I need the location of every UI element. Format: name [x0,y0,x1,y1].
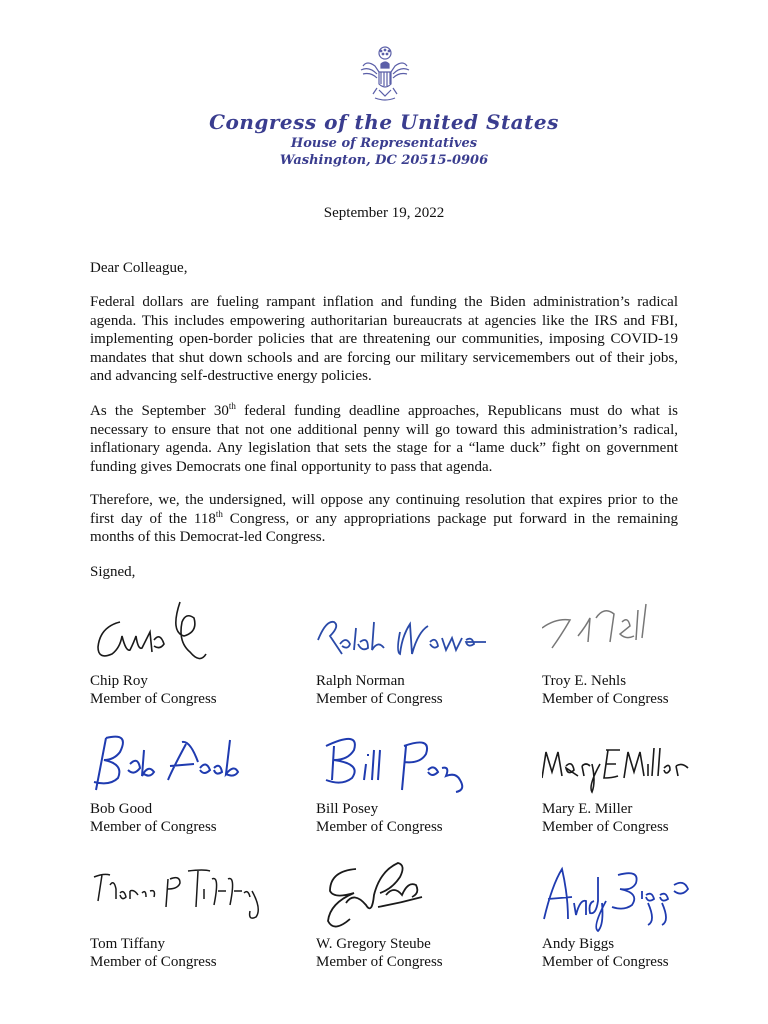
signer-title: Member of Congress [316,954,443,970]
signer-title: Member of Congress [90,954,217,970]
signer-name: Andy Biggs [542,936,615,952]
signer-block [90,592,290,708]
signer-title: Member of Congress [90,691,217,707]
salutation: Dear Colleague, [90,260,188,276]
signer-title: Member of Congress [542,691,669,707]
signer-title: Member of Congress [90,819,217,835]
paragraph-2: As the September 30th federal funding deadline approaches, Republicans must do what is necessary to ensure that not one additional penny will go toward this administration’s radical, inflationary agenda. Any legislation that sets the stage for a “lame duck” fight on government funding gives Democrats one final opportunity to pass that agenda. [90,401,678,475]
signer-name: Bill Posey [316,801,379,817]
signer-name: Mary E. Miller [542,801,633,817]
signature-image [90,592,270,672]
signer-name: Tom Tiffany [90,936,165,952]
signer-title: Member of Congress [316,819,443,835]
signer-name: Bob Good [90,801,153,817]
signer-block [316,720,516,836]
signer-block [316,592,516,708]
closing: Signed, [90,564,136,580]
signature-image [542,720,722,800]
letterhead-address: Washington, DC 20515-0906 [279,153,489,168]
paragraph-1: Federal dollars are fueling rampant inflation and funding the Biden administration’s radical agenda. This includes empowering authoritarian bureaucrats at agencies like the IRS and FBI, implementing open-border policies that are threatening our communities, imposing COVID-19 mandates that shut down schools and are forcing our military servicemembers out of their jobs, and advancing self-destructive energy policies. [90,294,678,384]
signer-block [542,592,742,708]
letterhead-subtitle: House of Representatives [290,136,478,151]
signature-image [316,855,496,935]
signer-name: Chip Roy [90,673,148,689]
letterhead-title: Congress of the United States [209,110,559,134]
signature-image [542,855,722,935]
signer-block [90,720,290,836]
signature-image [90,855,270,935]
signer-name: W. Gregory Steube [316,936,431,952]
signature-image [316,592,496,672]
signer-block [542,855,742,971]
signature-image [542,592,722,672]
signer-block [90,855,290,971]
signer-name: Ralph Norman [316,673,405,689]
signature-image [90,720,270,800]
signer-title: Member of Congress [542,954,669,970]
signer-title: Member of Congress [316,691,443,707]
signer-block [542,720,742,836]
signer-block [316,855,516,971]
signer-name: Troy E. Nehls [542,673,627,689]
eagle-seal-icon [357,44,413,106]
signature-image [316,720,496,800]
signer-title: Member of Congress [542,819,669,835]
letter-date: September 19, 2022 [323,205,445,221]
paragraph-3: Therefore, we, the undersigned, will oppose any continuing resolution that expires prior to the first day of the 118th Congress, or any appropriations package put forward in the remaining months of this Democrat-led Congress. [90,492,678,545]
